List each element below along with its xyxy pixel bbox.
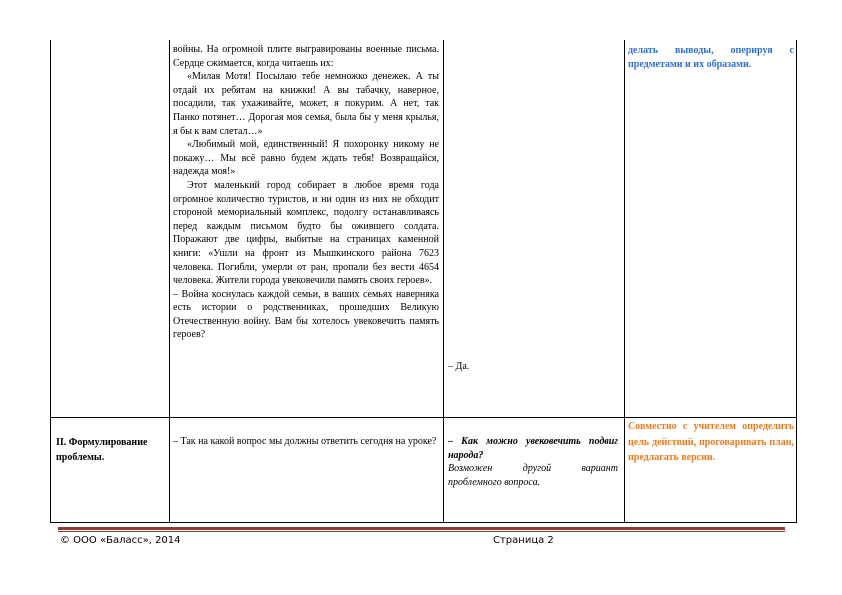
row-divider — [51, 417, 796, 418]
row1-paragraph: «Любимый мой, единственный! Я похоронку никому не покажу… Мы всё равно будем ждать тебя! Возвращайся, надежда моя!» — [173, 139, 439, 178]
footer-rule-thin — [58, 531, 785, 532]
footer-copyright: © ООО «Баласс», 2014 — [60, 535, 181, 546]
row1-student-answer: – Да. — [448, 361, 470, 372]
row1-paragraph: – Война коснулась каждой семьи, в ваших семьях наверняка есть истории о родственниках, прошедших Великую Отечественную войну. Вам бы хотелось увековечить память героев? — [173, 288, 439, 341]
column-divider — [443, 40, 444, 522]
footer-rule — [58, 527, 785, 530]
row2-student-answer — [448, 435, 618, 489]
row1-uud-text: делать выводы, оперируя с предметами и их образами. — [628, 45, 794, 70]
problem-question: – Как можно увековечить подвиг народа? — [448, 436, 618, 461]
lesson-table — [50, 40, 797, 523]
row1-paragraph: войны. На огромной плите выгравированы военные письма. Сердце сжимается, когда читаешь их: — [173, 44, 439, 69]
row1-paragraph: Этот маленький город собирает в любое время года огромное количество туристов, и ни один из них не обходит стороной мемориальный комплекс, подолгу останавливаясь перед каждым письмом будто бы ожившего солдата. Поражают две цифры, выбитые на страницах каменной книги: «Ушли на фронт из Мышкинского района 7623 человека. Погибли, умерли от ран, пропали без вести 4654 человека. Жители города увековечили память своих героев». — [173, 179, 439, 287]
footer-page-number: Страница 2 — [493, 535, 554, 546]
problem-note: Возможен другой вариант проблемного вопроса. — [448, 463, 618, 488]
row2-stage-title: II. Формулирование проблемы. — [56, 437, 148, 463]
row1-teacher-text — [173, 43, 439, 342]
row1-paragraph: «Милая Мотя! Посылаю тебе немножко денежек. А ты отдай их ребятам на книжки! А вы табачку, наверное, посадили, так ухаживайте, может, я покурим. А нет, так Панко потянет… Дорогая моя семья, была бы у меня крылья, я бы к вам слетал…» — [173, 71, 439, 137]
column-divider — [169, 40, 170, 522]
row2-uud-text: Совместно с учителем определить цель действий, проговаривать план, предлагать версии. — [628, 421, 794, 463]
row2-teacher-question: – Так на какой вопрос мы должны ответить сегодня на уроке? — [173, 436, 437, 447]
column-divider — [624, 40, 625, 522]
